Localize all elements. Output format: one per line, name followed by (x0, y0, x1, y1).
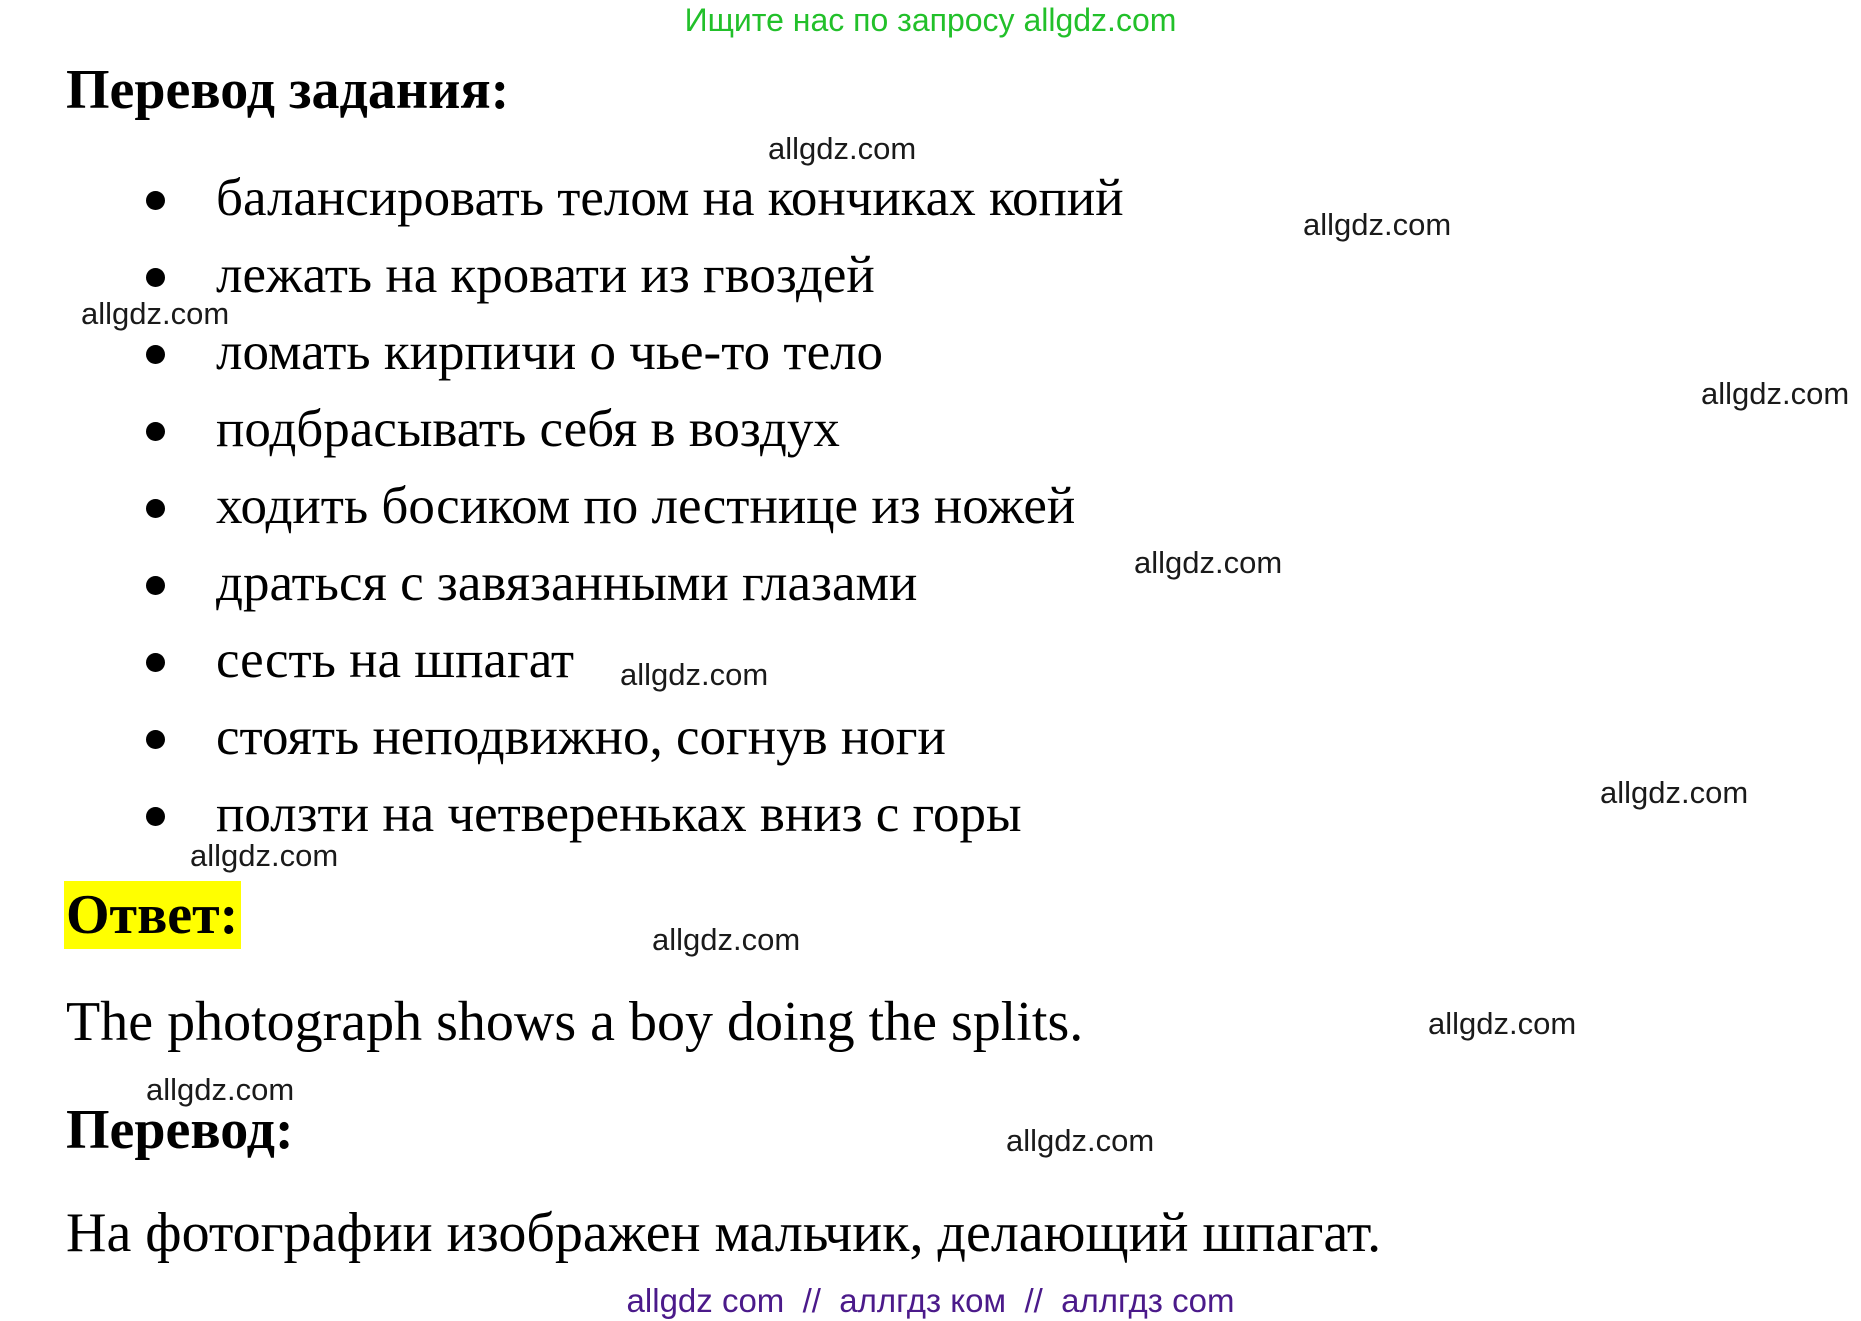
list-item (140, 160, 1124, 237)
watermark: allgdz.com (146, 1072, 295, 1107)
watermark: allgdz.com (1600, 775, 1749, 810)
watermark: allgdz.com (1134, 545, 1283, 580)
list-item (140, 314, 1124, 391)
watermark: allgdz.com (652, 922, 801, 957)
bullet-icon (146, 268, 165, 287)
bullet-icon (146, 807, 165, 826)
list-item (140, 468, 1124, 545)
watermark: allgdz.com (1006, 1123, 1155, 1158)
watermark: allgdz.com (190, 838, 339, 873)
translation-heading: Перевод: (66, 1099, 294, 1161)
answer-heading: Ответ: (64, 881, 241, 949)
task-heading: Перевод задания: (66, 59, 510, 121)
footer-links[interactable]: allgdz com // аллгдз ком // аллгдз com (626, 1282, 1235, 1319)
bullet-icon (146, 730, 165, 749)
watermark: allgdz.com (1303, 207, 1452, 242)
bullet-icon (146, 422, 165, 441)
watermark: allgdz.com (1701, 376, 1850, 411)
list-item-text: ходить босиком по лестнице из ножей (216, 477, 1076, 535)
bullet-icon (146, 653, 165, 672)
translation-text: На фотографии изображен мальчик, делающий шпагат. (66, 1202, 1382, 1264)
task-list (140, 160, 1124, 853)
list-item (140, 545, 1124, 622)
bullet-icon (146, 345, 165, 364)
bullet-icon (146, 191, 165, 210)
watermark: allgdz.com (768, 131, 917, 166)
watermark: allgdz.com (1428, 1006, 1577, 1041)
bullet-icon (146, 499, 165, 518)
list-item-text: подбрасывать себя в воздух (216, 400, 840, 458)
watermark: allgdz.com (620, 657, 769, 692)
list-item-text: лежать на кровати из гвоздей (216, 246, 875, 304)
list-item (140, 237, 1124, 314)
top-banner: Ищите нас по запросу allgdz.com (684, 2, 1177, 38)
watermark: allgdz.com (81, 296, 230, 331)
list-item-text: сесть на шпагат (216, 631, 575, 689)
answer-text: The photograph shows a boy doing the splits. (66, 991, 1084, 1053)
list-item-text: драться с завязанными глазами (216, 554, 918, 612)
list-item-text: ломать кирпичи о чье-то тело (216, 323, 884, 381)
list-item (140, 699, 1124, 776)
list-item-text: стоять неподвижно, согнув ноги (216, 708, 946, 766)
bullet-icon (146, 576, 165, 595)
list-item-text: ползти на четвереньках вниз с горы (216, 785, 1022, 843)
list-item-text: балансировать телом на кончиках копий (216, 169, 1124, 227)
list-item (140, 391, 1124, 468)
